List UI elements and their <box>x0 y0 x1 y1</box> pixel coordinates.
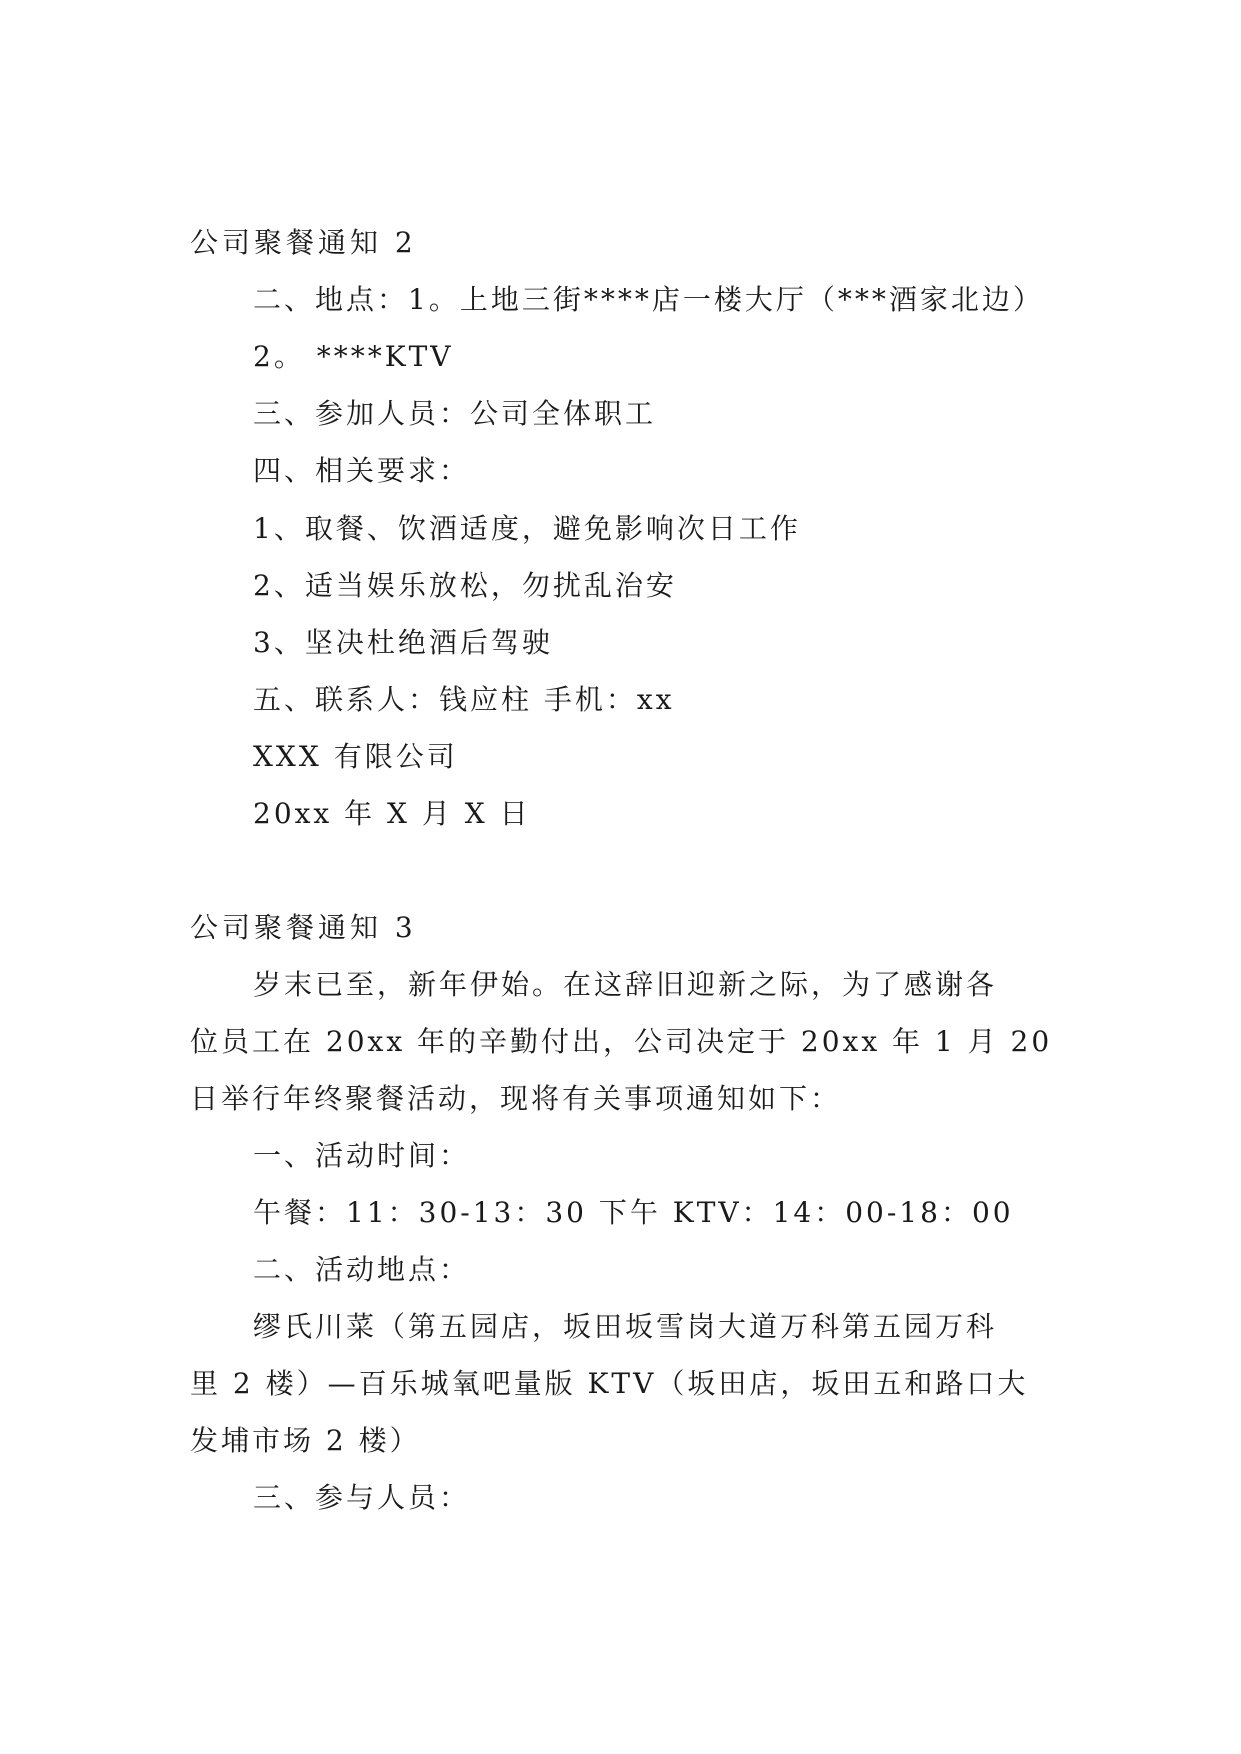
notice2-title: 公司聚餐通知 2 <box>190 226 417 259</box>
notice2-requirement-item: 3、坚决杜绝酒后驾驶 <box>253 626 553 659</box>
notice2-date: 20xx 年 X 月 X 日 <box>253 797 531 830</box>
notice3-intro-line: 日举行年终聚餐活动，现将有关事项通知如下： <box>190 1082 842 1115</box>
notice2-contact: 五、联系人：钱应柱 手机：xx <box>253 683 675 716</box>
notice3-place-line: 发埔市场 2 楼） <box>190 1424 421 1457</box>
notice2-location: 二、地点：1。上地三街****店一楼大厅（***酒家北边） <box>253 283 1044 316</box>
notice3-participants-heading: 三、参与人员： <box>253 1481 471 1514</box>
notice2-requirements-heading: 四、相关要求： <box>253 454 471 487</box>
notice3-intro-line: 岁末已至，新年伊始。在这辞旧迎新之际，为了感谢各 <box>253 968 998 1001</box>
notice2-location-2: 2。 ****KTV <box>253 340 454 373</box>
notice3-place-line: 里 2 楼）—百乐城氧吧量版 KTV（坂田店，坂田五和路口大 <box>190 1367 1029 1400</box>
notice3-title: 公司聚餐通知 3 <box>190 911 417 944</box>
notice3-place-line: 缪氏川菜（第五园店，坂田坂雪岗大道万科第五园万科 <box>253 1310 998 1343</box>
notice2-requirement-item: 2、适当娱乐放松，勿扰乱治安 <box>253 569 677 602</box>
notice3-intro-line: 位员工在 20xx 年的辛勤付出，公司决定于 20xx 年 1 月 20 <box>190 1025 1053 1058</box>
notice3-time-detail: 午餐：11：30-13：30 下午 KTV：14：00-18：00 <box>253 1196 1014 1229</box>
notice2-company: XXX 有限公司 <box>253 740 458 773</box>
notice2-requirement-item: 1、取餐、饮酒适度，避免影响次日工作 <box>253 512 801 545</box>
notice3-time-heading: 一、活动时间： <box>253 1139 471 1172</box>
notice2-participants: 三、参加人员：公司全体职工 <box>253 397 657 430</box>
notice3-place-heading: 二、活动地点： <box>253 1253 471 1286</box>
